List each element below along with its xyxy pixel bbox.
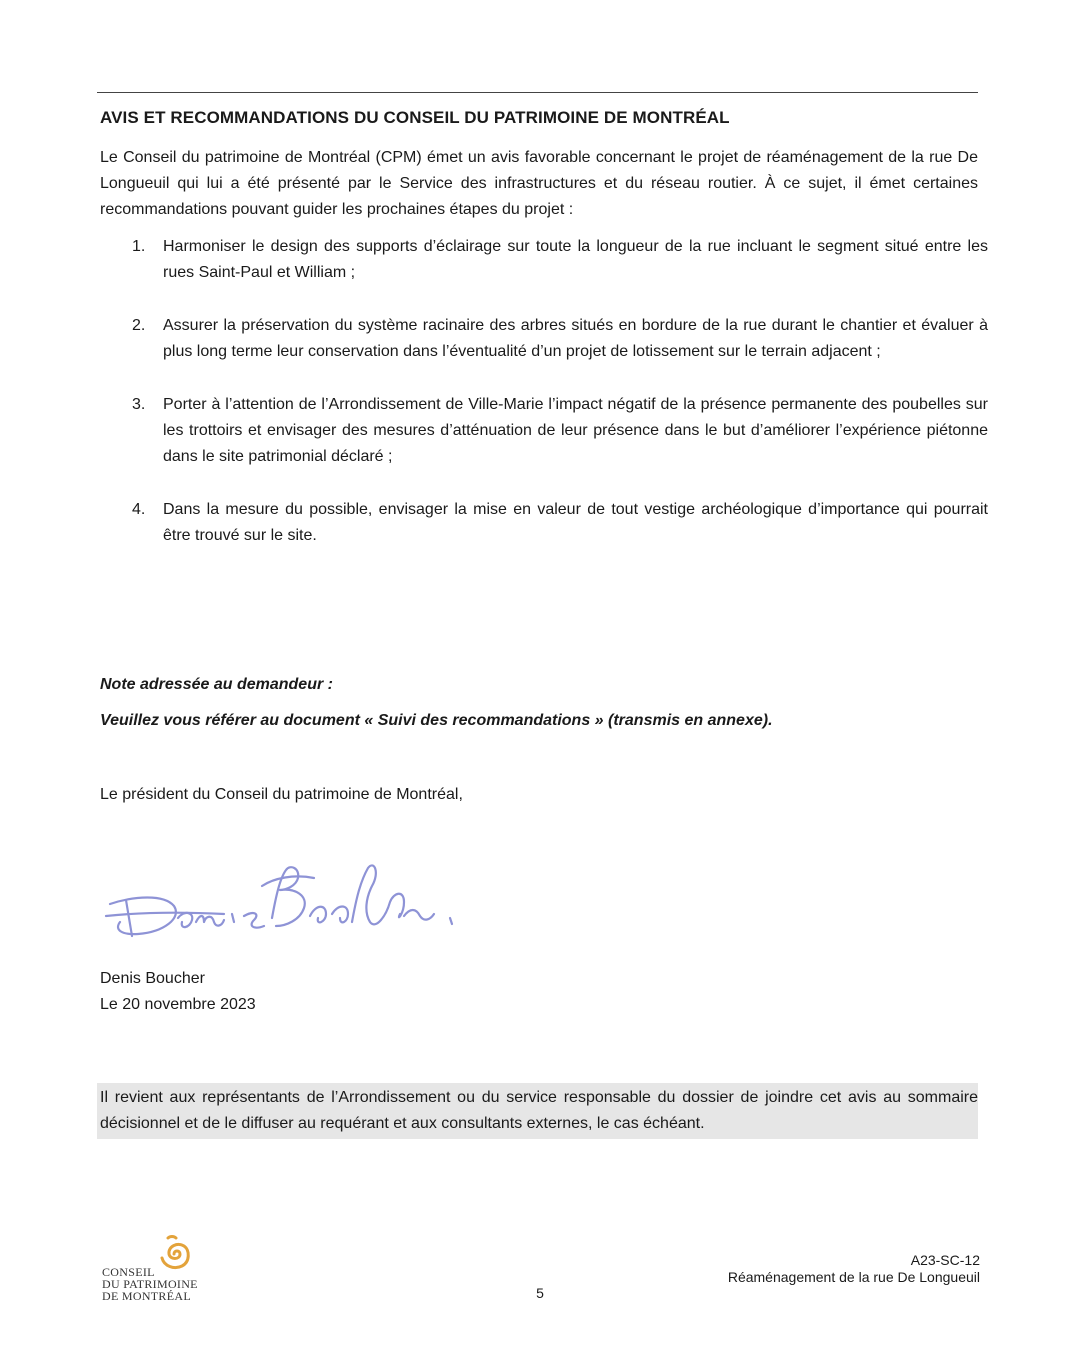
logo-line: DE MONTRÉAL: [102, 1289, 191, 1303]
handwritten-signature: [104, 856, 484, 946]
recommendation-number: 4.: [132, 501, 146, 518]
logo-line: DU PATRIMOINE: [102, 1277, 198, 1291]
top-divider: [97, 92, 978, 93]
document-heading: AVIS ET RECOMMANDATIONS DU CONSEIL DU PATRIMOINE DE MONTRÉAL: [100, 108, 730, 127]
signature-intro: Le président du Conseil du patrimoine de Montréal,: [100, 786, 463, 803]
reference-code: A23-SC-12: [910, 1252, 980, 1268]
page-number: 5: [536, 1285, 544, 1301]
recommendation-item: [100, 313, 988, 365]
cpm-logo: [100, 1232, 220, 1307]
recommendation-item: [100, 234, 988, 286]
signature-date: Le 20 novembre 2023: [100, 996, 256, 1013]
intro-paragraph: Le Conseil du patrimoine de Montréal (CPM) émet un avis favorable concernant le projet de réaménagement de la rue De Longueuil qui lui a été présenté par le Service des infrastructures et du réseau routier. À ce sujet, il émet certaines recommandations pouvant guider les prochaines étapes du projet :: [100, 149, 978, 218]
recommendations-list: [100, 234, 988, 576]
recommendation-text: Dans la mesure du possible, envisager la mise en valeur de tout vestige archéologique d’importance qui pourrait être trouvé sur le site.: [163, 501, 988, 544]
recommendation-number: 1.: [132, 238, 146, 255]
signer-name: Denis Boucher: [100, 970, 205, 987]
recommendation-text: Porter à l’attention de l’Arrondissement de Ville-Marie l’impact négatif de la présence permanente des poubelles sur les trottoirs et envisager des mesures d’atténuation de leur présence dans le but d’améliorer l’expérience piétonne dans le site patrimonial déclaré ;: [163, 396, 988, 465]
recommendation-text: Assurer la préservation du système racinaire des arbres situés en bordure de la rue durant le chantier et évaluer à plus long terme leur conservation dans l’éventualité d’un projet de lotissement sur le terrain adjacent ;: [163, 317, 988, 360]
footer-reference: [728, 1252, 980, 1286]
reference-title: Réaménagement de la rue De Longueuil: [727, 1269, 980, 1285]
recommendation-number: 2.: [132, 317, 146, 334]
logo-line: CONSEIL: [102, 1265, 155, 1279]
note-title: Note adressée au demandeur :: [100, 676, 333, 693]
notice-box: Il revient aux représentants de l’Arrondissement ou du service responsable du dossier de joindre cet avis au sommaire décisionnel et de le diffuser au requérant et aux consultants externes, le cas échéant.: [97, 1083, 978, 1139]
note-text: Veuillez vous référer au document « Suivi des recommandations » (transmis en annexe).: [100, 712, 773, 729]
recommendation-number: 3.: [132, 396, 146, 413]
logo-wordmark: [102, 1266, 198, 1302]
recommendation-item: [100, 392, 988, 470]
recommendation-text: Harmoniser le design des supports d’éclairage sur toute la longueur de la rue incluant le segment situé entre les rues Saint-Paul et William ;: [163, 238, 988, 281]
recommendation-item: [100, 497, 988, 549]
